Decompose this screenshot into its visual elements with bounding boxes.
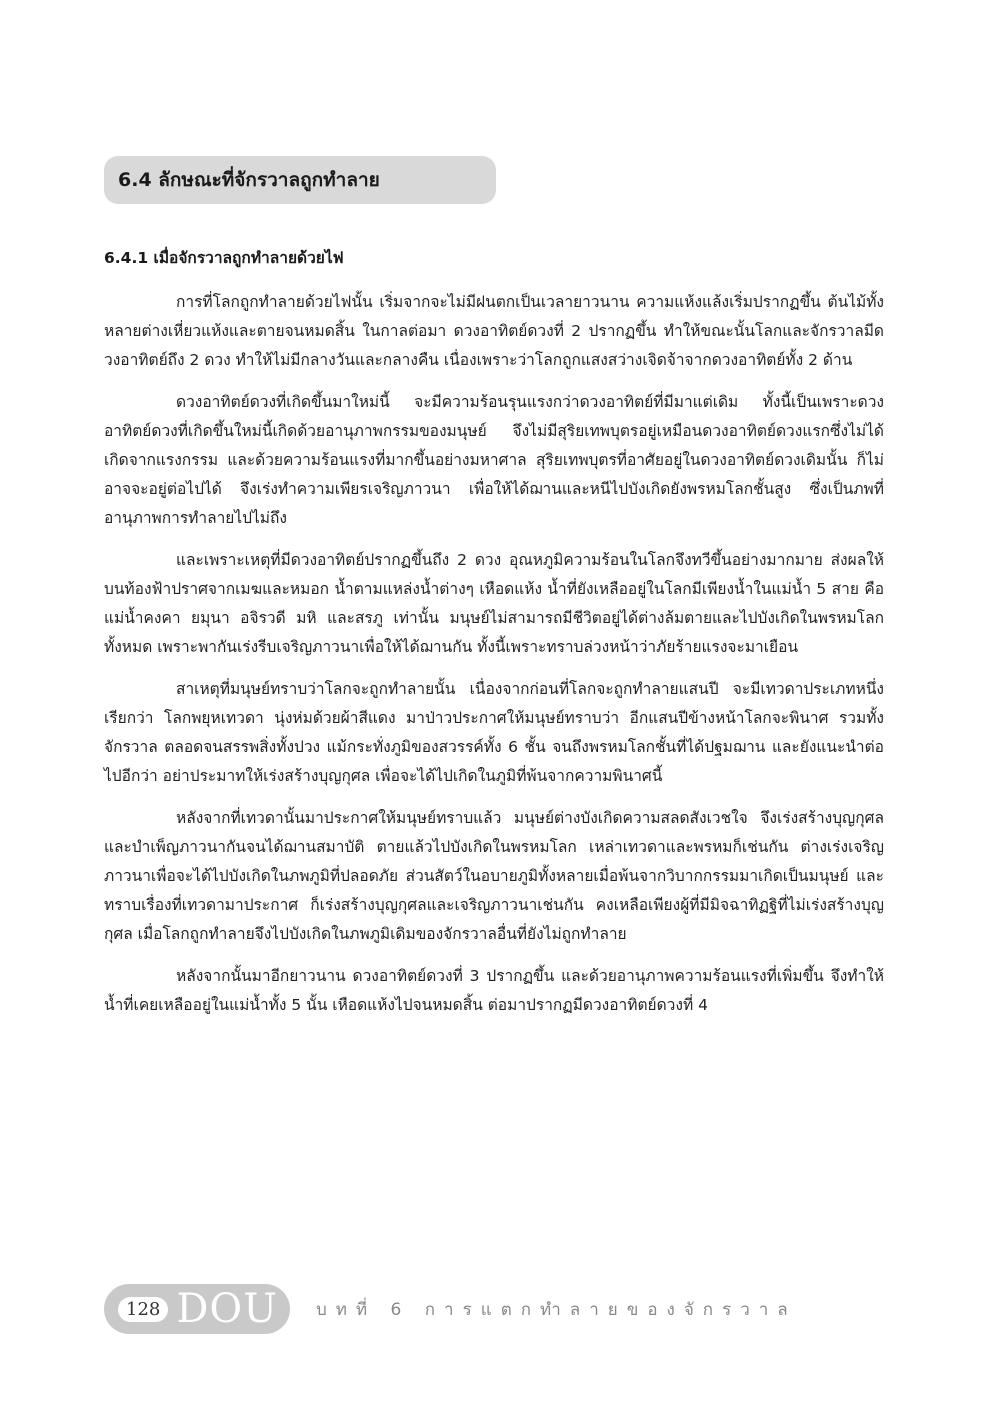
page-footer: [104, 1284, 797, 1334]
section-header: [104, 156, 496, 204]
paragraph: และเพราะเหตุที่มีดวงอาทิตย์ปรากฏขึ้นถึง 2 ดวง อุณหภูมิความร้อนในโลกจึงทวีขึ้นอย่างมากมาย ส่งผลให้บนท้องฟ้าปราศจากเมฆและหมอก น้ำตามแหล่งน้ำต่างๆ เหือดแห้ง น้ำที่ยังเหลืออยู่ในโลกมีเพียงน้ำในแม่น้ำ 5 สาย คือแม่น้ำคงคา ยมุนา อจิรวดี มหิ และสรภู เท่านั้น มนุษย์ไม่สามารถมีชีวิตอยู่ได้ต่างล้มตายและไปบังเกิดในพรหมโลกทั้งหมด เพราะพากันเร่งรีบเจริญภาวนาเพื่อให้ได้ฌานกัน ทั้งนี้เพราะทราบล่วงหน้าว่าภัยร้ายแรงจะมาเยือน: [104, 551, 884, 656]
paragraph: ดวงอาทิตย์ดวงที่เกิดขึ้นมาใหม่นี้ จะมีความร้อนรุนแรงกว่าดวงอาทิตย์ที่มีมาแต่เดิม ทั้งนี้เป็นเพราะดวงอาทิตย์ดวงที่เกิดขึ้นใหม่นี้เกิดด้วยอานุภาพกรรมของมนุษย์ จึงไม่มีสุริยเทพบุตรอยู่เหมือนดวงอาทิตย์ดวงแรกซึ่งไม่ได้เกิดจากแรงกรรม และด้วยความร้อนแรงที่มากขึ้นอย่างมหาศาล สุริยเทพบุตรที่อาศัยอยู่ในดวงอาทิตย์ดวงเดิมนั้น ก็ไม่อาจจะอยู่ต่อไปได้ จึงเร่งทำความเพียรเจริญภาวนา เพื่อให้ได้ฌานและหนีไปบังเกิดยังพรหมโลกชั้นสูง ซึ่งเป็นภพที่อานุภาพการทำลายไปไม่ถึง: [104, 393, 884, 527]
paragraph: การที่โลกถูกทำลายด้วยไฟนั้น เริ่มจากจะไม่มีฝนตกเป็นเวลายาวนาน ความแห้งแล้งเริ่มปรากฏขึ้น ต้นไม้ทั้งหลายต่างเหี่ยวแห้งและตายจนหมดสิ้น ในกาลต่อมา ดวงอาทิตย์ดวงที่ 2 ปรากฏขึ้น ทำให้ขณะนั้นโลกและจักรวาลมีดวงอาทิตย์ถึง 2 ดวง ทำให้ไม่มีกลางวันและกลางคืน เนื่องเพราะว่าโลกถูกแสงสว่างเจิดจ้าจากดวงอาทิตย์ทั้ง 2 ด้าน: [104, 293, 884, 369]
dou-logo: DOU: [176, 1286, 278, 1332]
subsection-title: 6.4.1 เมื่อจักรวาลถูกทำลายด้วยไฟ: [104, 249, 344, 267]
footer-badge: [104, 1284, 290, 1334]
section-title: 6.4 ลักษณะที่จักรวาลถูกทำลาย: [118, 169, 380, 191]
chapter-title: บทที่ 6 การแตกทำลายของจักรวาล: [315, 1299, 797, 1320]
page-number: 128: [118, 1297, 168, 1322]
body-text: [104, 288, 884, 1033]
paragraph: สาเหตุที่มนุษย์ทราบว่าโลกจะถูกทำลายนั้น เนื่องจากก่อนที่โลกจะถูกทำลายแสนปี จะมีเทวดาประเภทหนึ่ง เรียกว่า โลกพยุหเทวดา นุ่งห่มด้วยผ้าสีแดง มาป่าวประกาศให้มนุษย์ทราบว่า อีกแสนปีข้างหน้าโลกจะพินาศ รวมทั้งจักรวาล ตลอดจนสรรพสิ่งทั้งปวง แม้กระทั่งภูมิของสวรรค์ทั้ง 6 ชั้น จนถึงพรหมโลกชั้นที่ได้ปฐมฌาน และยังแนะนำต่อไปอีกว่า อย่าประมาทให้เร่งสร้างบุญกุศล เพื่อจะได้ไปเกิดในภูมิที่พ้นจากความพินาศนี้: [104, 680, 884, 785]
paragraph: หลังจากที่เทวดานั้นมาประกาศให้มนุษย์ทราบแล้ว มนุษย์ต่างบังเกิดความสลดสังเวชใจ จึงเร่งสร้างบุญกุศล และบำเพ็ญภาวนากันจนได้ฌานสมาบัติ ตายแล้วไปบังเกิดในพรหมโลก เหล่าเทวดาและพรหมก็เช่นกัน ต่างเร่งเจริญภาวนาเพื่อจะได้ไปบังเกิดในภพภูมิที่ปลอดภัย ส่วนสัตว์ในอบายภูมิทั้งหลายเมื่อพ้นจากวิบากกรรมมาเกิดเป็นมนุษย์ และทราบเรื่องที่เทวดามาประกาศ ก็เร่งสร้างบุญกุศลและเจริญภาวนาเช่นกัน คงเหลือเพียงผู้ที่มีมิจฉาทิฏฐิที่ไม่เร่งสร้างบุญกุศล เมื่อโลกถูกทำลายจึงไปบังเกิดในภพภูมิเดิมของจักรวาลอื่นที่ยังไม่ถูกทำลาย: [104, 809, 884, 943]
paragraph: หลังจากนั้นมาอีกยาวนาน ดวงอาทิตย์ดวงที่ 3 ปรากฏขึ้น และด้วยอานุภาพความร้อนแรงที่เพิ่มขึ้น จึงทำให้น้ำที่เคยเหลืออยู่ในแม่น้ำทั้ง 5 นั้น เหือดแห้งไปจนหมดสิ้น ต่อมาปรากฏมีดวงอาทิตย์ดวงที่ 4: [104, 967, 884, 1014]
